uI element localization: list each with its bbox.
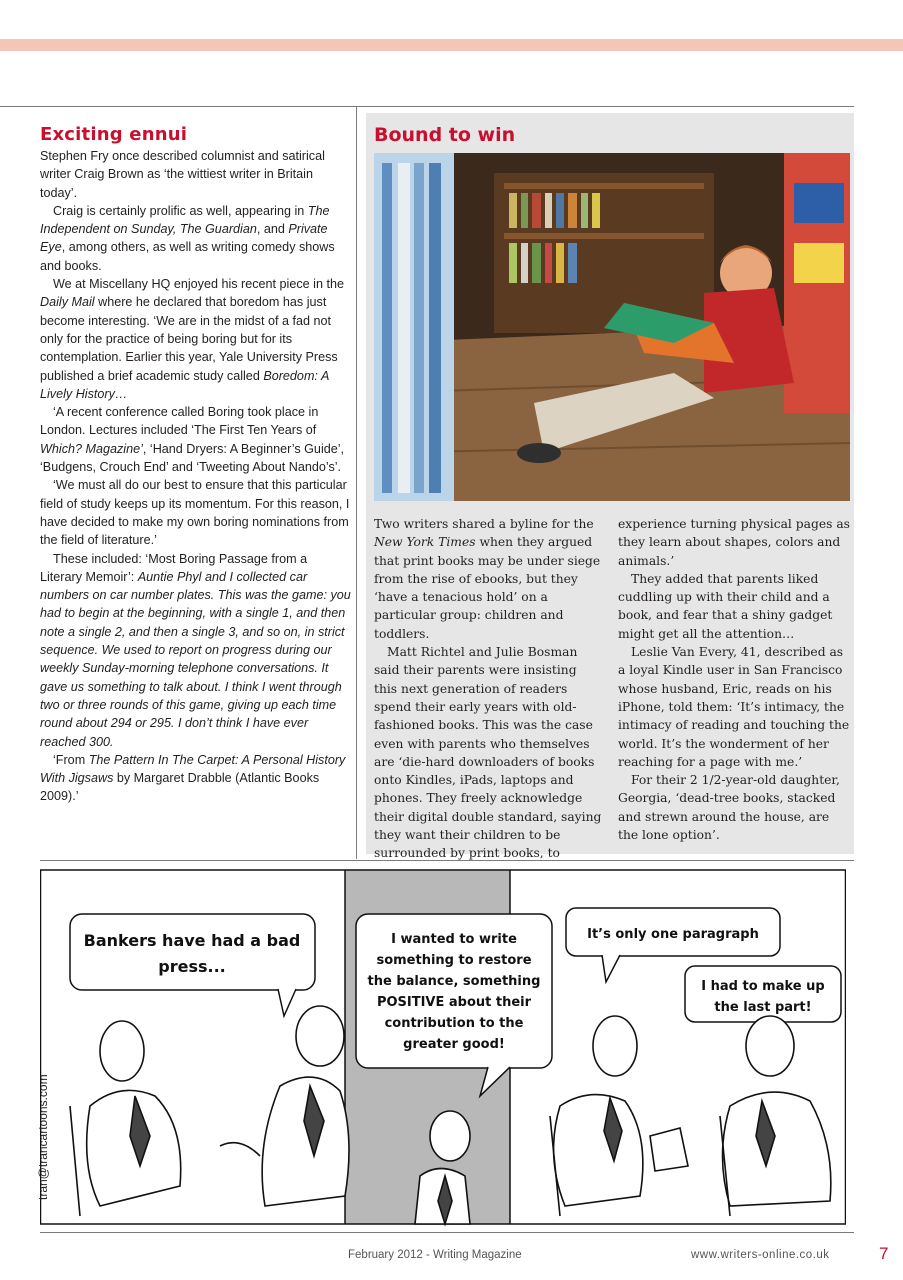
italic-text: Private Eye [40, 222, 328, 255]
bubble-2-line-4: POSITIVE about their [376, 995, 532, 1010]
bubble-2-line-3: the balance, something [367, 974, 541, 989]
bubble-4-line-1: I had to make up [701, 979, 825, 994]
text: , among others, as well as writing comedy shows and books. [40, 240, 335, 273]
bubble-2-line-5: contribution to the [384, 1016, 524, 1031]
sidebar-paragraph: experience turning physical pages as they learn about shapes, colors and animals.’ [618, 517, 850, 568]
text: We at Miscellany HQ enjoyed his recent piece in the [53, 277, 344, 292]
footer-rule [40, 1232, 854, 1233]
sidebar-paragraph: For their 2 1/2-year-old daughter, Georgia, ‘dead-tree books, stacked and strewn around the house, are the lone option’. [618, 773, 840, 843]
column-divider [356, 107, 357, 859]
sidebar-box [366, 113, 854, 861]
sidebar-column-1 [374, 515, 602, 863]
footer-issue: February 2012 - Writing Magazine [348, 1249, 522, 1261]
left-article-paragraph [40, 550, 352, 751]
left-article-paragraph [40, 403, 352, 476]
bubble-1-line-2: press... [158, 957, 226, 976]
italic-text: Auntie Phyl and I collected car numbers on car number plates. This was the game: you had to begin at the beginning, with a single 1, and then note a single 2, and then a single 3, and so on, in strict sequence. We used to report on progress during our weekly Sunday-morning telephone conversations. It gave us something to talk about. I think I went through two or three rounds of this game, giving up each time round about 294 or 295. I don’t think I have ever reached 300. [40, 569, 351, 749]
text: when they argued that print books may be under siege from the rise of ebooks, but they ‘have a tenacious hold’ on a particular group: children and toddlers. [374, 535, 601, 641]
left-article-paragraph [40, 147, 352, 202]
text: Stephen Fry once described columnist and satirical writer Craig Brown as ‘the wittiest writer in Britain today’. [40, 149, 325, 200]
italic-text: The Independent on Sunday, The Guardian [40, 203, 330, 237]
left-article-paragraph [40, 476, 352, 549]
text: ‘From [53, 752, 89, 767]
left-article-paragraph [40, 275, 352, 403]
text: These included: ‘Most Boring Passage from a Literary Memoir’: [40, 551, 308, 584]
footer-url[interactable]: www.writers-online.co.uk [691, 1249, 830, 1261]
bubble-2-line-6: greater good! [403, 1037, 505, 1052]
sidebar-column-2 [618, 515, 850, 844]
left-article [40, 124, 352, 806]
text: Two writers shared a byline for the [374, 517, 594, 531]
sidebar-paragraph: Matt Richtel and Julie Bosman said their parents were insisting this next generation of readers spend their early years with old-fashioned books. This was the case even with parents who themselves are ‘die-hard downloaders of books onto Kindles, iPads, laptops and phones. They freely acknowledge their digital double standard, saying they want their children to be surrounded by print books, to [374, 645, 602, 861]
child-reading-photo [374, 153, 850, 501]
italic-text: Boredom: A Lively History… [40, 368, 329, 401]
cartoon-drawing [40, 866, 846, 1228]
bookshop-photo [374, 153, 850, 501]
sidebar-paragraph: They added that parents liked cuddling up with their child and a book, and fear that a shiny gadget might get all the attention… [618, 571, 833, 641]
cartoon-credit: tran@trancartoons.com [36, 1074, 50, 1200]
sidebar-paragraph [374, 515, 602, 643]
text: , ‘Hand Dryers: A Beginner’s Guide’, ‘Budgens, Crouch End’ and ‘Tweeting About Nando’s’. [40, 441, 345, 475]
sidebar-paragraph: Leslie Van Every, 41, described as a loyal Kindle user in San Francisco whose husband, Eric, reads on his iPhone, told them: ‘It’s intimacy, the intimacy of reading and touching the world. It’s the wonderment of her reaching for a page with me.’ [618, 645, 850, 769]
italic-text: New York Times [374, 535, 476, 550]
left-article-paragraph [40, 751, 352, 806]
bubble-1-line-1: Bankers have had a bad [83, 931, 301, 950]
page-number: 7 [879, 1244, 889, 1263]
text: Craig is certainly prolific as well, appearing in [53, 203, 308, 218]
text: ‘We must all do our best to ensure that this particular field of study keeps up its momentum. For this reason, I have decided to make my own boring nominations from the field of literature.’ [40, 478, 350, 548]
bubble-3-line-1: It’s only one paragraph [587, 927, 759, 942]
left-article-paragraph [40, 202, 352, 275]
bubble-2-line-1: I wanted to write [391, 932, 517, 947]
header-band [0, 39, 903, 51]
text: ‘A recent conference called Boring took place in London. Lectures included ‘The First Ten Years of [40, 405, 319, 438]
italic-text: The Pattern In The Carpet: A Personal History With Jigsaws [40, 752, 346, 786]
cartoon-strip [40, 866, 846, 1228]
bubble-4-line-2: the last part! [714, 1000, 812, 1015]
bubble-2-line-2: something to restore [376, 953, 532, 968]
text: where he declared that boredom has just become interesting. ‘We are in the midst of a fad not only for the practice of being boring but for its contemplation. Earlier this year, Yale University Press published a brief academic study called [40, 295, 338, 383]
italic-text: Daily Mail [40, 295, 95, 310]
left-article-heading: Exciting ennui [40, 124, 188, 145]
sidebar-heading: Bound to win [374, 124, 516, 146]
italic-text: Which? Magazine’ [40, 441, 143, 456]
text: by Margaret Drabble (Atlantic Books 2009).’ [40, 771, 320, 804]
text: , and [256, 222, 289, 237]
speech-bubble-1 [70, 914, 315, 990]
top-rule [0, 106, 854, 107]
